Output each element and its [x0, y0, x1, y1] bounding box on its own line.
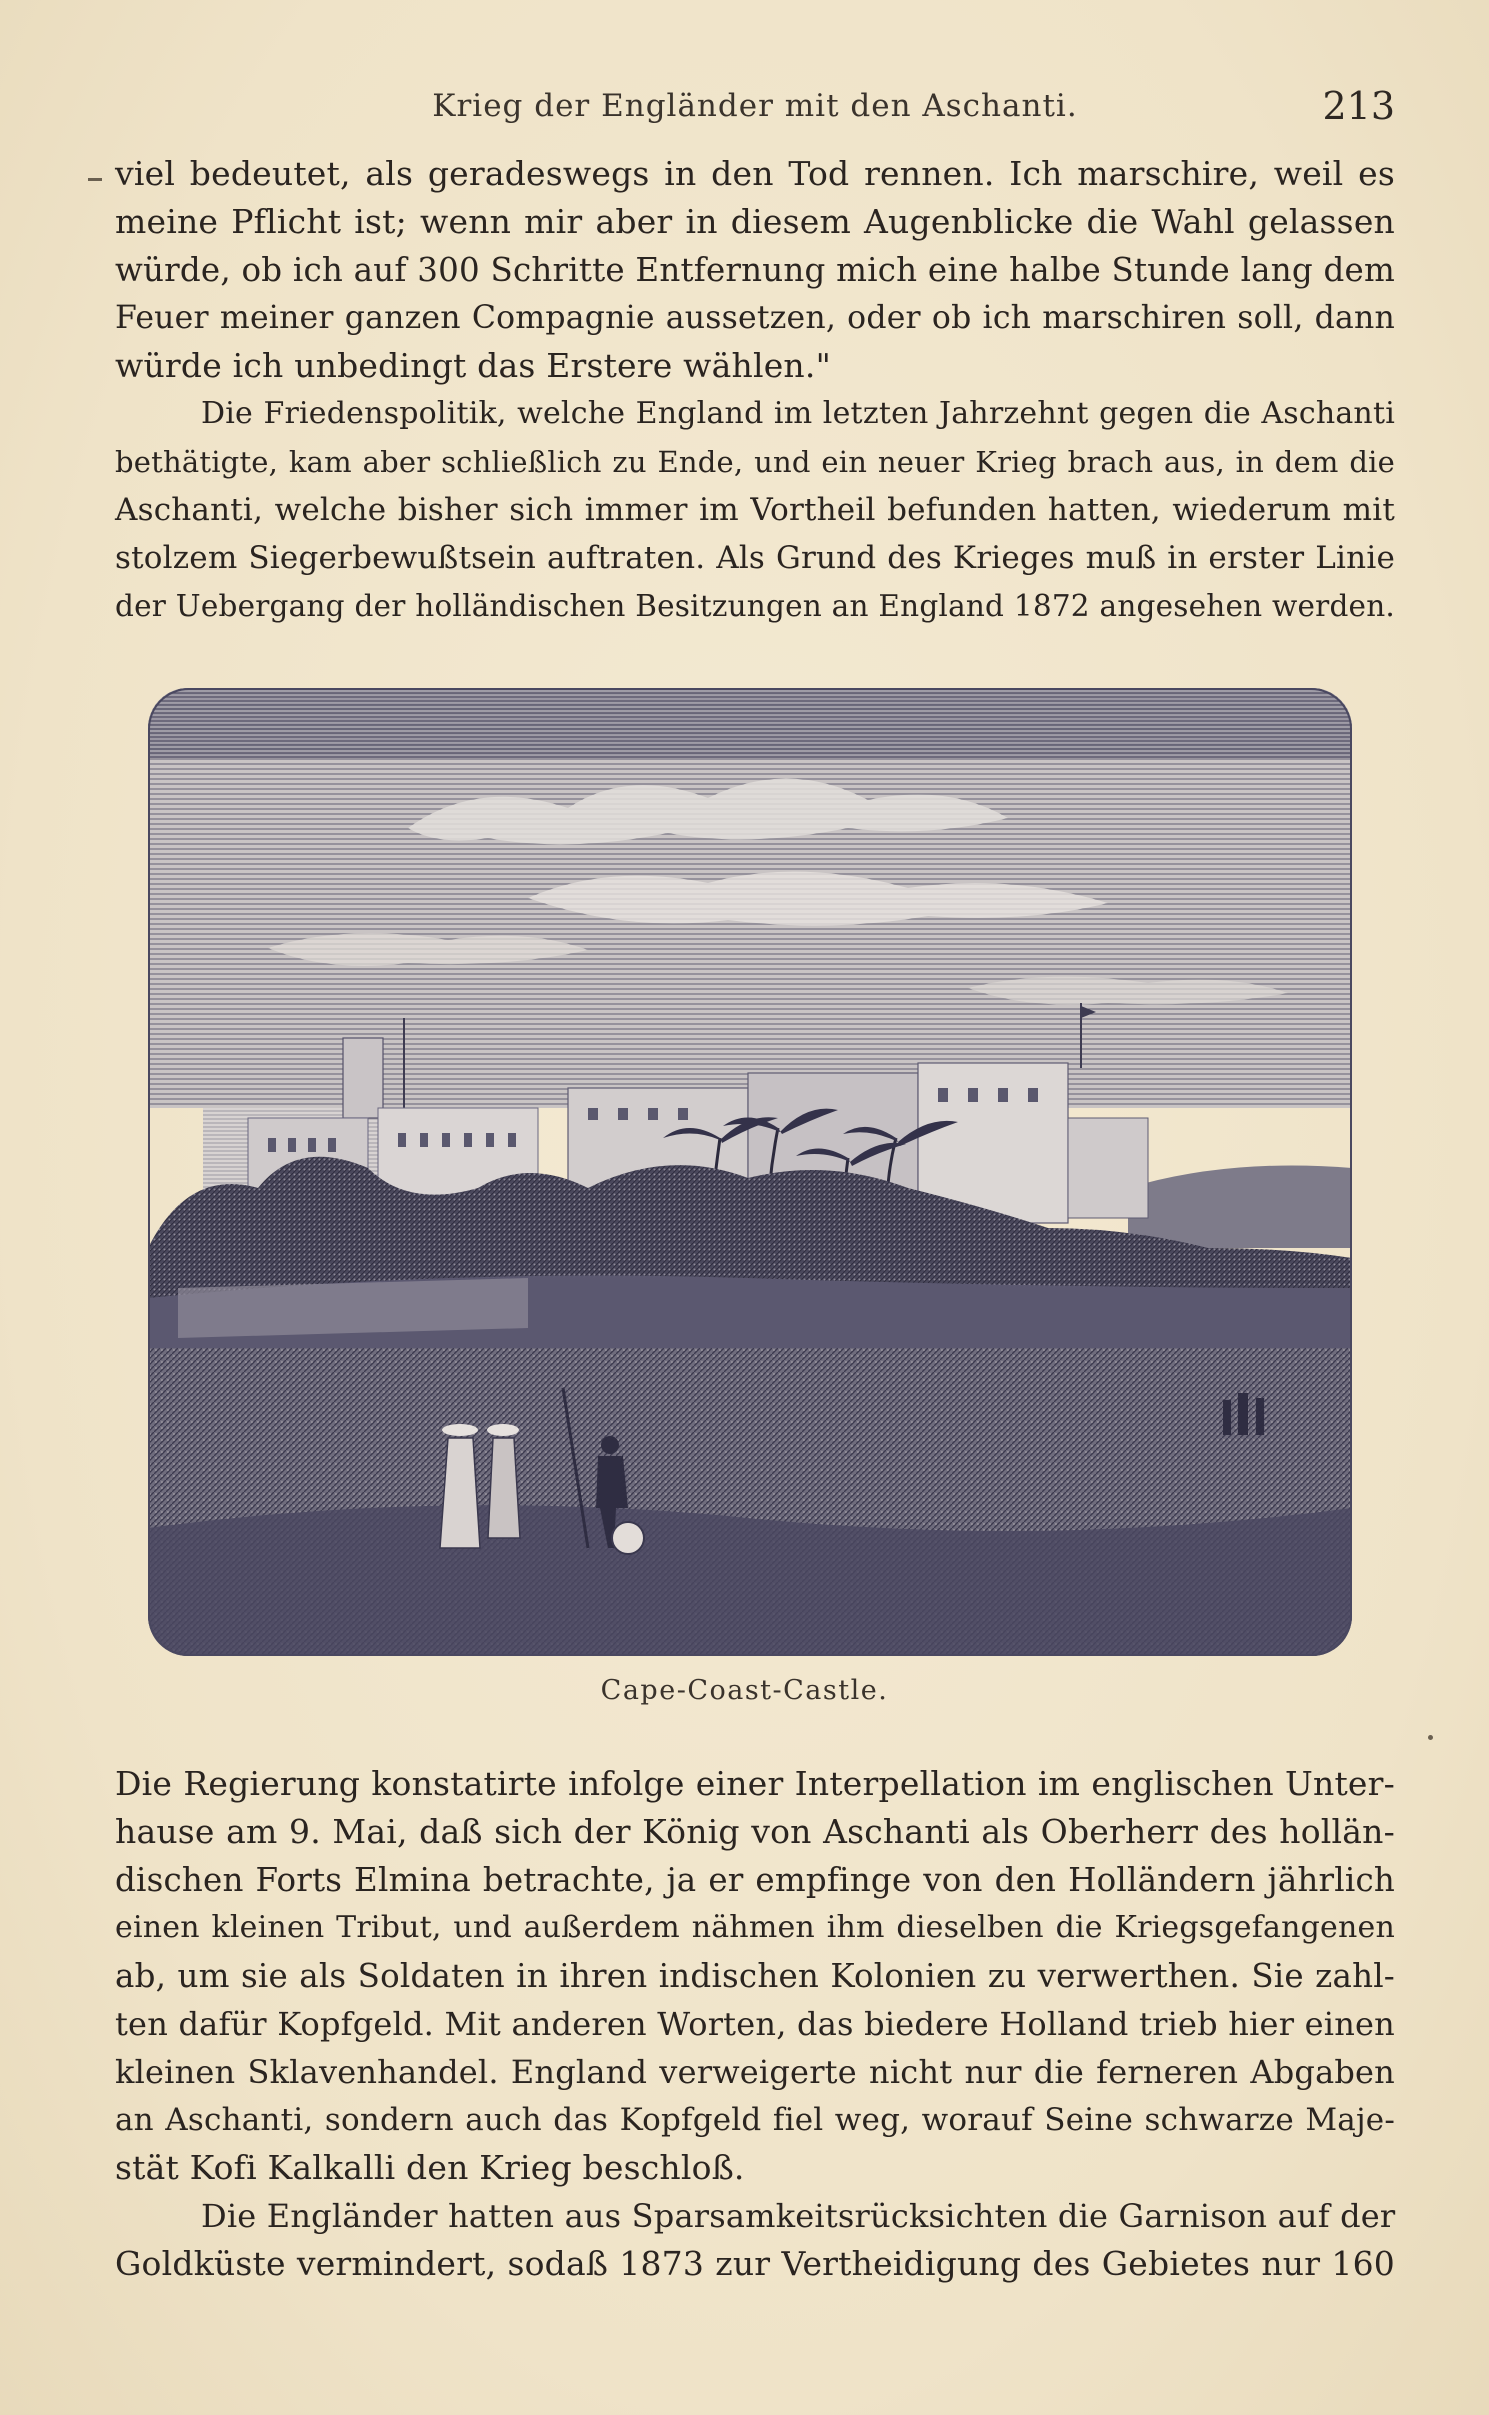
text-block-bottom [115, 1760, 1395, 2288]
text-line: Feuer meiner ganzen Compagnie aussetzen, oder ob ich marschiren soll, dann [115, 300, 1395, 336]
text-line: stät Kofi Kalkalli den Krieg beschloß. [115, 2148, 745, 2187]
text-line: einen kleinen Tribut, und außerdem nähmen ihm dieselben die Kriegsgefangenen [115, 1910, 1395, 1945]
text-line: dischen Forts Elmina betrachte, ja er empfinge von den Holländern jährlich [115, 1861, 1395, 1899]
margin-mark [88, 178, 102, 181]
text-line: Aschanti, welche bisher sich immer im Vortheil befunden hatten, wiederum mit [115, 492, 1395, 528]
text-line: Die Friedenspolitik, welche England im letzten Jahrzehnt gegen die Aschanti [201, 396, 1395, 431]
text-line: würde, ob ich auf 300 Schritte Entfernung mich eine halbe Stunde lang dem [115, 251, 1395, 289]
figure-caption: Cape-Coast-Castle. [600, 1675, 889, 1706]
text-line: kleinen Sklavenhandel. England verweigerte nicht nur die ferneren Abgaben [115, 2053, 1395, 2091]
text-line: Goldküste vermindert, sodaß 1873 zur Vertheidigung des Gebietes nur 160 [115, 2244, 1395, 2283]
text-line: meine Pflicht ist; wenn mir aber in diesem Augenblicke die Wahl gelassen [115, 202, 1395, 241]
page-number: 213 [1322, 84, 1395, 128]
engraving-cape-coast-castle [148, 688, 1352, 1656]
text-line: hause am 9. Mai, daß sich der König von Aschanti als Oberherr des hollän- [115, 1812, 1395, 1851]
margin-dot [1428, 1735, 1433, 1740]
text-line: Die Regierung konstatirte infolge einer Interpellation im englischen Unter- [115, 1764, 1395, 1803]
running-title: Krieg der Engländer mit den Aschanti. [432, 88, 1078, 124]
text-line: stolzem Siegerbewußtsein auftraten. Als Grund des Krieges muß in erster Linie [115, 540, 1395, 576]
text-line: an Aschanti, sondern auch das Kopfgeld fiel weg, worauf Seine schwarze Maje- [115, 2102, 1395, 2138]
text-line: bethätigte, kam aber schließlich zu Ende, und ein neuer Krieg brach aus, in dem die [115, 445, 1395, 479]
text-line: der Uebergang der holländischen Besitzungen an England 1872 angesehen werden. [115, 589, 1395, 623]
text-line: Die Engländer hatten aus Sparsamkeitsrücksichten die Garnison auf der [201, 2197, 1396, 2235]
text-line: ten dafür Kopfgeld. Mit anderen Worten, das biedere Holland trieb hier einen [115, 2005, 1395, 2043]
text-block-top [115, 150, 1395, 630]
text-line: ab, um sie als Soldaten in ihren indischen Kolonien zu verwerthen. Sie zahl- [115, 1957, 1395, 1995]
running-head [115, 84, 1395, 138]
text-line: würde ich unbedingt das Erstere wählen." [115, 346, 831, 385]
text-line: viel bedeutet, als geradeswegs in den Tod rennen. Ich marschire, weil es [115, 154, 1395, 193]
